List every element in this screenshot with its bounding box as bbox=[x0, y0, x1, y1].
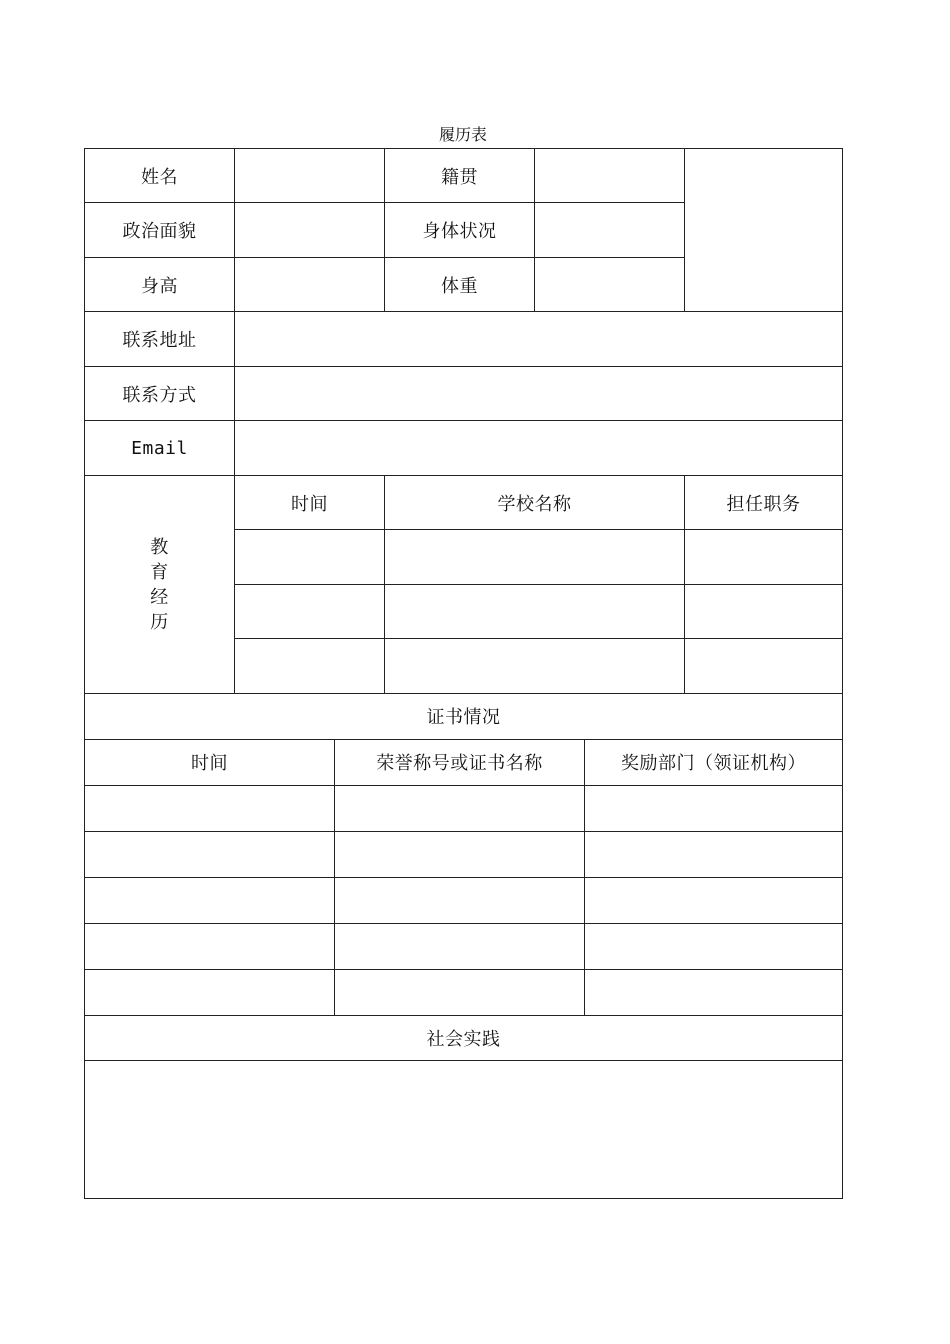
education-time-cell[interactable] bbox=[235, 639, 385, 694]
health-field[interactable] bbox=[535, 203, 685, 258]
table-row bbox=[85, 785, 843, 831]
table-row bbox=[85, 877, 843, 923]
education-label-char: 育 bbox=[150, 561, 169, 583]
table-row bbox=[85, 1060, 843, 1198]
certificate-name-cell[interactable] bbox=[335, 831, 585, 877]
name-label: 姓名 bbox=[85, 149, 235, 203]
email-label: Email bbox=[85, 421, 235, 476]
address-label: 联系地址 bbox=[85, 312, 235, 367]
table-row bbox=[85, 923, 843, 969]
education-school-cell[interactable] bbox=[385, 530, 685, 585]
native-place-field[interactable] bbox=[535, 149, 685, 203]
weight-label: 体重 bbox=[385, 258, 535, 312]
education-position-cell[interactable] bbox=[685, 585, 843, 639]
weight-field[interactable] bbox=[535, 258, 685, 312]
email-field[interactable] bbox=[235, 421, 843, 476]
table-row bbox=[85, 367, 843, 421]
table-row bbox=[85, 476, 843, 530]
education-section-label bbox=[85, 476, 235, 694]
certificate-name-cell[interactable] bbox=[335, 969, 585, 1015]
education-label-char: 教 bbox=[150, 536, 169, 558]
education-time-cell[interactable] bbox=[235, 585, 385, 639]
certificates-header-name: 荣誉称号或证书名称 bbox=[335, 739, 585, 785]
name-field[interactable] bbox=[235, 149, 385, 203]
certificate-time-cell[interactable] bbox=[85, 923, 335, 969]
certificate-time-cell[interactable] bbox=[85, 785, 335, 831]
certificates-header-time: 时间 bbox=[85, 739, 335, 785]
education-school-cell[interactable] bbox=[385, 585, 685, 639]
contact-field[interactable] bbox=[235, 367, 843, 421]
height-field[interactable] bbox=[235, 258, 385, 312]
height-label: 身高 bbox=[85, 258, 235, 312]
certificate-name-cell[interactable] bbox=[335, 785, 585, 831]
table-row bbox=[85, 831, 843, 877]
certificate-time-cell[interactable] bbox=[85, 831, 335, 877]
table-row bbox=[85, 421, 843, 476]
education-header-school: 学校名称 bbox=[385, 476, 685, 530]
photo-box[interactable] bbox=[685, 149, 843, 312]
personal-info-table bbox=[84, 148, 843, 694]
certificate-issuer-cell[interactable] bbox=[585, 831, 843, 877]
native-place-label: 籍贯 bbox=[385, 149, 535, 203]
certificate-issuer-cell[interactable] bbox=[585, 785, 843, 831]
address-field[interactable] bbox=[235, 312, 843, 367]
health-label: 身体状况 bbox=[385, 203, 535, 258]
education-label-char: 经 bbox=[150, 586, 169, 608]
social-practice-section-title: 社会实践 bbox=[85, 1015, 843, 1060]
education-header-time: 时间 bbox=[235, 476, 385, 530]
contact-label: 联系方式 bbox=[85, 367, 235, 421]
education-school-cell[interactable] bbox=[385, 639, 685, 694]
table-row bbox=[85, 1015, 843, 1060]
certificate-issuer-cell[interactable] bbox=[585, 923, 843, 969]
certificates-table bbox=[84, 693, 843, 1199]
political-status-label: 政治面貌 bbox=[85, 203, 235, 258]
certificate-time-cell[interactable] bbox=[85, 877, 335, 923]
certificate-issuer-cell[interactable] bbox=[585, 877, 843, 923]
education-header-position: 担任职务 bbox=[685, 476, 843, 530]
education-position-cell[interactable] bbox=[685, 530, 843, 585]
page-title: 履历表 bbox=[438, 125, 487, 144]
table-row bbox=[85, 969, 843, 1015]
social-practice-field[interactable] bbox=[85, 1060, 843, 1198]
table-row bbox=[85, 693, 843, 739]
certificate-name-cell[interactable] bbox=[335, 923, 585, 969]
certificate-name-cell[interactable] bbox=[335, 877, 585, 923]
table-row bbox=[85, 739, 843, 785]
certificates-header-issuer: 奖励部门（领证机构） bbox=[585, 739, 843, 785]
table-row bbox=[85, 312, 843, 367]
education-position-cell[interactable] bbox=[685, 639, 843, 694]
certificate-time-cell[interactable] bbox=[85, 969, 335, 1015]
certificate-issuer-cell[interactable] bbox=[585, 969, 843, 1015]
education-time-cell[interactable] bbox=[235, 530, 385, 585]
education-label-char: 历 bbox=[150, 611, 169, 633]
political-status-field[interactable] bbox=[235, 203, 385, 258]
table-row bbox=[85, 149, 843, 203]
certificates-section-title: 证书情况 bbox=[85, 693, 843, 739]
